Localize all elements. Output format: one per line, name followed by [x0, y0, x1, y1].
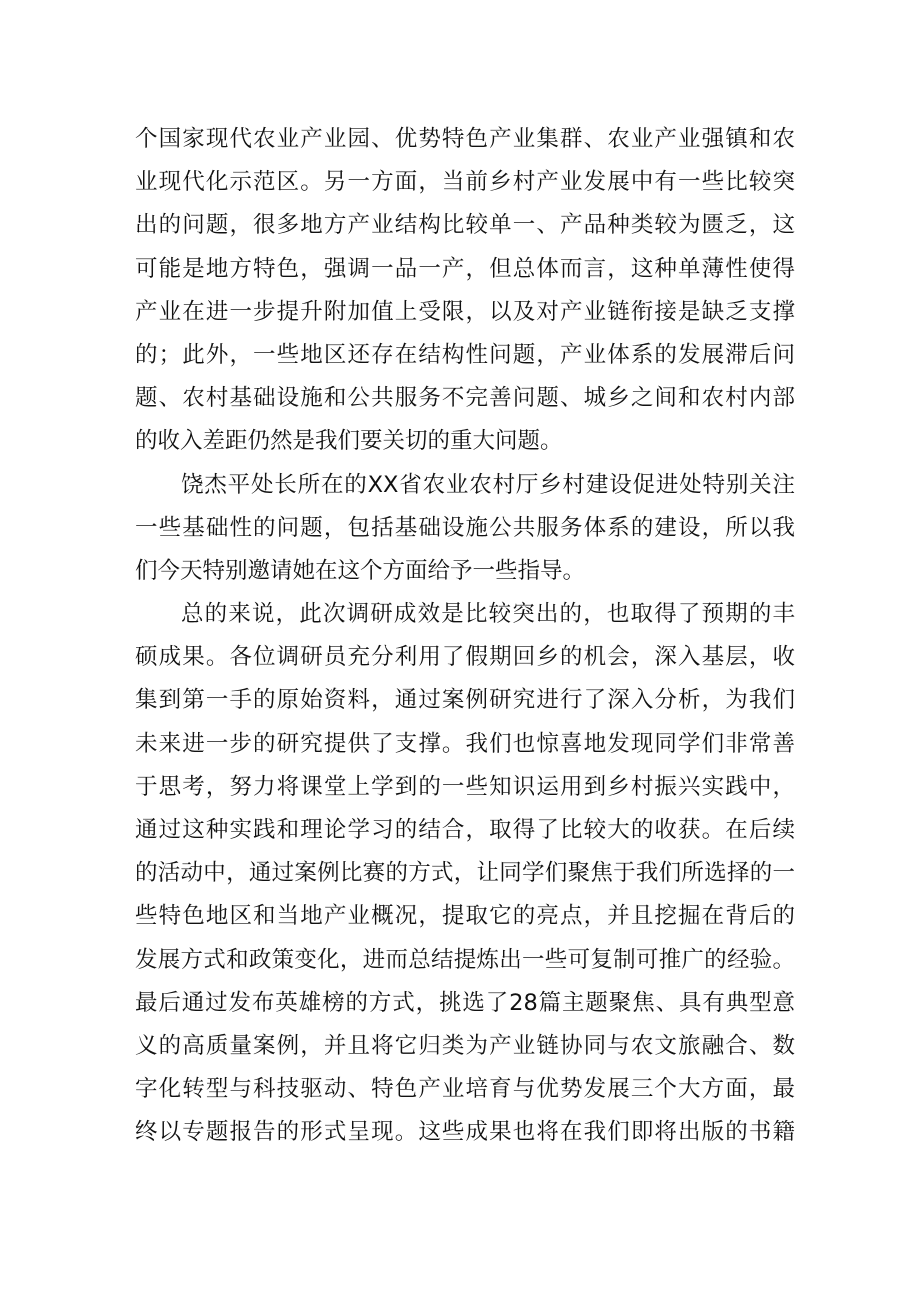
text-line: 们今天特别邀请她在这个方面给予一些指导。	[135, 557, 586, 584]
text-line: 集到第一手的原始资料，通过案例研究进行了深入分析，为我们	[135, 687, 795, 714]
text-line: 题、农村基础设施和公共服务不完善问题、城乡之间和农村内部	[135, 385, 795, 412]
text-line: 产业在进一步提升附加值上受限，以及对产业链衔接是缺乏支撑	[135, 298, 795, 325]
text-line: 发展方式和政策变化，进而总结提炼出一些可复制可推广的经验。	[135, 946, 795, 973]
text-line: 于思考，努力将课堂上学到的一些知识运用到乡村振兴实践中，	[135, 773, 795, 800]
text-line: 总的来说，此次调研成效是比较突出的，也取得了预期的丰	[181, 601, 795, 628]
text-line: 硕成果。各位调研员充分利用了假期回乡的机会，深入基层，收	[135, 644, 795, 671]
text-line: 义的高质量案例，并且将它归类为产业链协同与农文旅融合、数	[135, 1032, 795, 1059]
text-line: 一些基础性的问题，包括基础设施公共服务体系的建设，所以我	[135, 514, 795, 541]
text-line: 些特色地区和当地产业概况，提取它的亮点，并且挖掘在背后的	[135, 903, 795, 930]
text-line: 的活动中，通过案例比赛的方式，让同学们聚焦于我们所选择的一	[135, 860, 795, 887]
text-line: 的；此外，一些地区还存在结构性问题，产业体系的发展滞后问	[135, 341, 795, 368]
paragraph-3	[135, 593, 795, 1154]
paragraph-2	[135, 464, 795, 594]
text-line: 的收入差距仍然是我们要关切的重大问题。	[135, 428, 563, 455]
text-line: 最后通过发布英雄榜的方式，挑选了28篇主题聚焦、具有典型意	[135, 989, 795, 1016]
text-line: 字化转型与科技驱动、特色产业培育与优势发展三个大方面，最	[135, 1076, 795, 1103]
paragraph-1	[135, 118, 795, 464]
text-line: 可能是地方特色，强调一品一产，但总体而言，这种单薄性使得	[135, 255, 795, 282]
text-line: 饶杰平处长所在的XX省农业农村厅乡村建设促进处特别关注	[181, 471, 795, 498]
document-body	[135, 118, 795, 1155]
text-line: 通过这种实践和理论学习的结合，取得了比较大的收获。在后续	[135, 817, 795, 843]
text-line: 个国家现代农业产业园、优势特色产业集群、农业产业强镇和农	[135, 126, 795, 152]
text-line: 出的问题，很多地方产业结构比较单一、产品种类较为匮乏，这	[135, 212, 795, 239]
text-line: 未来进一步的研究提供了支撑。我们也惊喜地发现同学们非常善	[135, 730, 795, 757]
text-line: 终以专题报告的形式呈现。这些成果也将在我们即将出版的书籍	[135, 1119, 795, 1146]
text-line: 业现代化示范区。另一方面，当前乡村产业发展中有一些比较突	[135, 169, 795, 196]
